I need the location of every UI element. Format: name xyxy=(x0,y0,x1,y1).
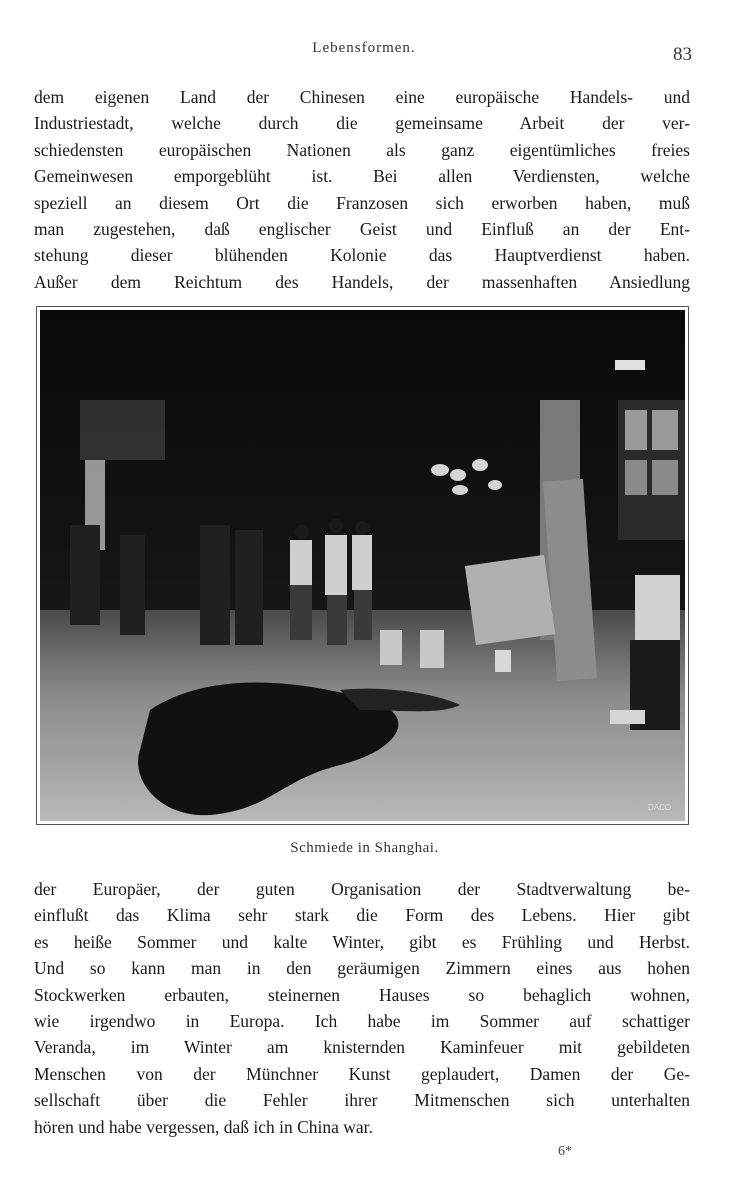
photo-frame xyxy=(36,306,689,825)
text-line: Und so kann man in den geräumigen Zimmern eines aus hohen xyxy=(34,958,690,979)
text-line: Menschen von der Münchner Kunst geplaudert, Damen der Ge- xyxy=(34,1063,690,1084)
figure-caption: Schmiede in Shanghai. xyxy=(290,840,439,856)
text-line: Außer dem Reichtum des Handels, der massenhaften Ansiedlung xyxy=(34,271,690,292)
photograph-blacksmith-shanghai xyxy=(40,310,685,821)
page-number: 83 xyxy=(673,44,692,65)
text-line: Stockwerken erbauten, steinernen Hauses so behaglich wohnen, xyxy=(34,984,690,1005)
text-line: es heiße Sommer und kalte Winter, gibt es Frühling und Herbst. xyxy=(34,931,690,952)
text-line: schiedensten europäischen Nationen als ganz eigentümliches freies xyxy=(34,139,690,160)
text-line: Industriestadt, welche durch die gemeinsame Arbeit der ver- xyxy=(34,113,690,134)
text-line: sellschaft über die Fehler ihrer Mitmenschen sich unterhalten xyxy=(34,1090,690,1111)
text-line: Veranda, im Winter am knisternden Kaminfeuer mit gebildeten xyxy=(34,1037,690,1058)
text-line: man zugestehen, daß englischer Geist und Einfluß an der Ent- xyxy=(34,218,690,239)
text-line: dem eigenen Land der Chinesen eine europäische Handels- und xyxy=(34,87,690,107)
page-header xyxy=(34,40,694,65)
signature-mark: 6* xyxy=(558,1144,572,1159)
text-line: speziell an diesem Ort die Franzosen sich erworben haben, muß xyxy=(34,192,690,213)
running-title: Lebensformen. xyxy=(312,40,416,56)
text-line: Gemeinwesen emporgeblüht ist. Bei allen Verdiensten, welche xyxy=(34,166,690,187)
photo-illustration xyxy=(40,310,685,821)
text-line: hören und habe vergessen, daß ich in China war. xyxy=(34,1116,373,1137)
text-line: stehung dieser blühenden Kolonie das Hauptverdienst haben. xyxy=(34,245,690,266)
paragraph-bottom xyxy=(34,876,690,1140)
paragraph-top xyxy=(34,84,690,295)
photo-engraver-mark: DACO xyxy=(648,803,672,812)
text-line: wie irgendwo in Europa. Ich habe im Sommer auf schattiger xyxy=(34,1010,690,1031)
text-line: der Europäer, der guten Organisation der Stadtverwaltung be- xyxy=(34,879,690,899)
text-line: einflußt das Klima sehr stark die Form des Lebens. Hier gibt xyxy=(34,905,690,926)
